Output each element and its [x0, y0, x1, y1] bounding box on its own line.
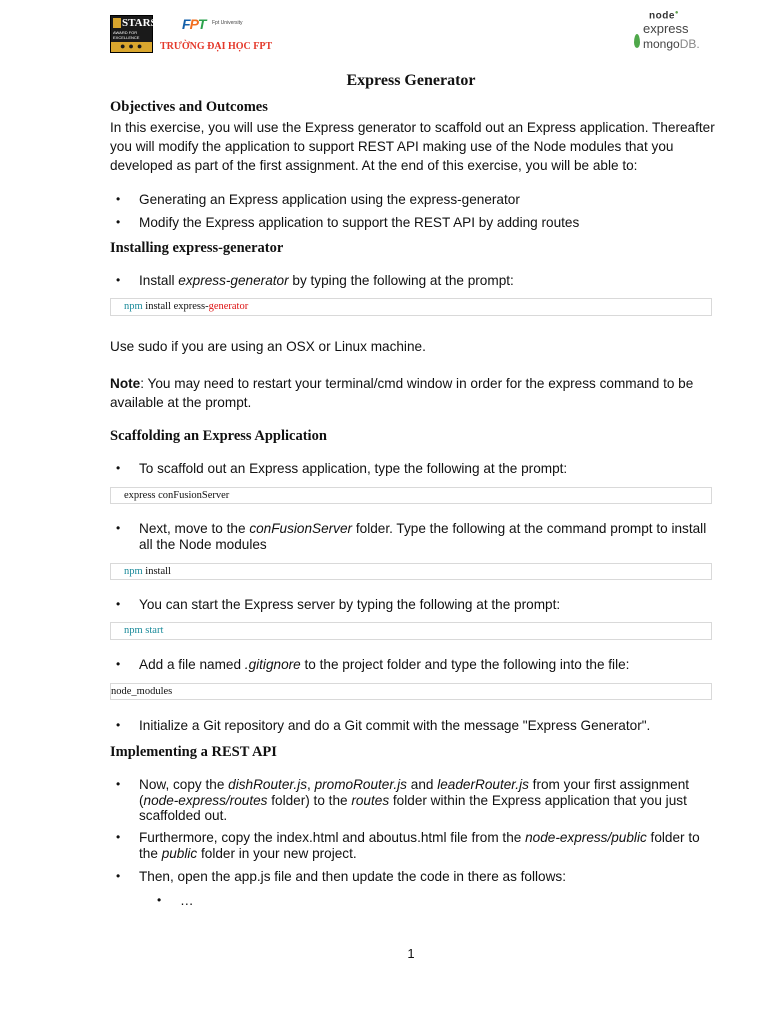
list-item: • …: [157, 893, 194, 908]
list-item: • Then, open the app.js file and then update the code in there as follows:: [116, 869, 566, 884]
list-item: • Initialize a Git repository and do a Git commit with the message "Express Generator".: [116, 718, 651, 733]
list-item: • Next, move to the conFusionServer folder. Type the following at the command prompt to install all the Node modules: [116, 521, 707, 552]
sudo-note: Use sudo if you are using an OSX or Linux machine.: [110, 339, 426, 354]
fpt-mark: FPT: [182, 16, 206, 32]
document-title: Express Generator: [346, 72, 476, 89]
express-logo-text: express: [643, 21, 689, 36]
stars-rating-icon: ●●●: [120, 41, 146, 51]
objectives-heading: Objectives and Outcomes: [110, 99, 268, 115]
stars-logo-text: STARS: [122, 17, 157, 29]
stars-award-logo: [110, 15, 157, 53]
stars-logo-subtext: AWARD FOR EXCELLENCE: [113, 30, 140, 40]
objectives-paragraph: In this exercise, you will use the Express generator to scaffold out an Express application. Thereafter you will modify the application to support REST API making use of the Node modules that you developed as part of the first assignment. At the end of this exercise, you will be able to:: [110, 120, 715, 173]
list-item: • You can start the Express server by typing the following at the prompt:: [116, 597, 561, 612]
code-block-npm-start: npm start: [110, 622, 712, 640]
restart-note: Note: You may need to restart your terminal/cmd window in order for the express command to be available at the prompt.: [110, 376, 694, 410]
list-item: • To scaffold out an Express application, type the following at the prompt:: [116, 461, 568, 476]
code-block-scaffold: express conFusionServer: [110, 487, 712, 504]
code-block-gitignore: node_modules: [110, 683, 712, 700]
rest-api-heading: Implementing a REST API: [110, 744, 277, 760]
stars-badge-icon: [113, 18, 121, 28]
list-item: • Now, copy the dishRouter.js, promoRouter.js and leaderRouter.js from your first assignment (node-express/routes folder) to the routes folder within the Express application that you just scaffolded out.: [116, 777, 690, 823]
list-item: • Furthermore, copy the index.html and aboutus.html file from the node-express/public folder to the public folder in your new project.: [116, 830, 700, 861]
list-item: • Generating an Express application using the express-generator: [116, 192, 520, 207]
installing-heading: Installing express-generator: [110, 240, 284, 256]
list-item: • Modify the Express application to support the REST API by adding routes: [116, 215, 580, 230]
fpt-school-name: TRƯỜNG ĐẠI HỌC FPT: [160, 41, 273, 52]
list-item: • Add a file named .gitignore to the project folder and type the following into the file:: [116, 657, 630, 672]
node-express-mongodb-logo: [630, 10, 720, 55]
code-block-install: npm install express-generator: [110, 298, 712, 316]
page-number: 1: [407, 946, 415, 961]
mongodb-leaf-icon: [634, 34, 640, 48]
fpt-university-text: Fpt University: [212, 20, 243, 26]
nodejs-logo-text: node●: [649, 10, 680, 22]
code-block-npm-install: npm install: [110, 563, 712, 580]
list-item: • Install express-generator by typing the following at the prompt:: [116, 273, 514, 288]
scaffolding-heading: Scaffolding an Express Application: [110, 428, 327, 444]
fpt-university-logo: [160, 14, 273, 54]
mongodb-logo-text: mongoDB.: [643, 37, 700, 51]
